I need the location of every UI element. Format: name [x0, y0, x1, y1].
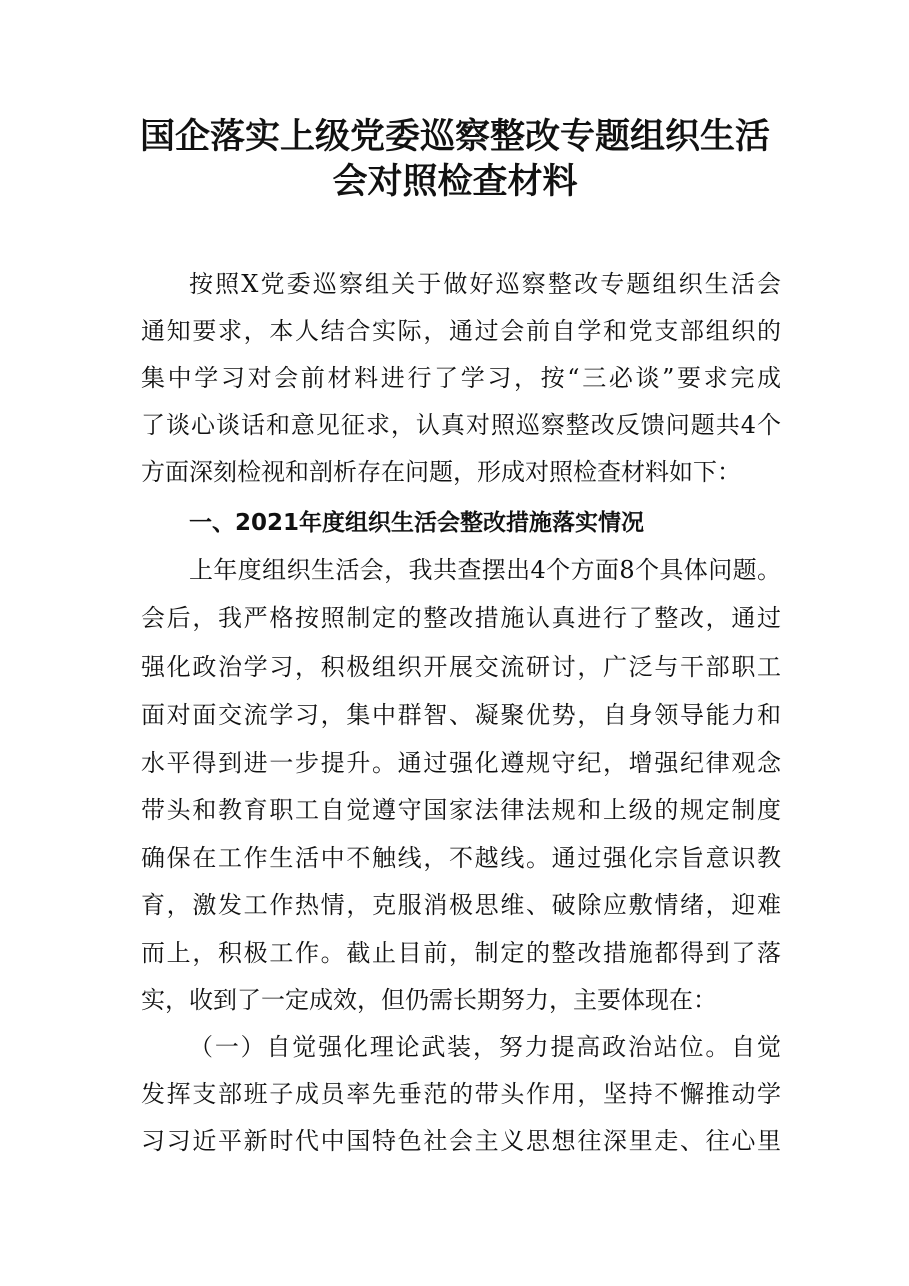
intro-line-2: 通知要求，本人结合实际，通过会前自学和党支部组织的: [141, 317, 781, 345]
intro-line-1: 按照X党委巡察组关于做好巡察整改专题组织生活会: [189, 270, 781, 298]
section1-line-9: 而上，积极工作。截止目前，制定的整改措施都得到了落: [141, 939, 781, 967]
subsection1-line-3: 习习近平新时代中国特色社会主义思想往深里走、往心里: [141, 1127, 781, 1155]
section1-line-7: 确保在工作生活中不触线，不越线。通过强化宗旨意识教: [141, 844, 781, 872]
section1-line-8: 育，激发工作热情，克服消极思维、破除应敷情绪，迎难: [141, 891, 781, 919]
section1-line-2: 会后，我严格按照制定的整改措施认真进行了整改，通过: [141, 604, 781, 632]
intro-line-4: 了谈心谈话和意见征求，认真对照巡察整改反馈问题共4个: [141, 411, 781, 439]
section1-line-6: 带头和教育职工自觉遵守国家法律法规和上级的规定制度: [141, 796, 781, 824]
section1-line-3: 强化政治学习，积极组织开展交流研讨，广泛与干部职工: [141, 653, 781, 681]
intro-line-3: 集中学习对会前材料进行了学习，按“三必谈”要求完成: [141, 364, 781, 392]
document-title-line-2: 会对照检查材料: [332, 161, 578, 202]
section1-line-10: 实，收到了一定成效，但仍需长期努力，主要体现在：: [141, 986, 717, 1014]
intro-line-5: 方面深刻检视和剖析存在问题，形成对照检查材料如下：: [141, 458, 741, 486]
subsection1-line-1: （一）自觉强化理论武装，努力提高政治站位。自觉: [189, 1033, 781, 1061]
section1-line-1: 上年度组织生活会，我共查摆出4个方面8个具体问题。: [189, 556, 781, 584]
subsection1-line-2: 发挥支部班子成员率先垂范的带头作用，坚持不懈推动学: [141, 1080, 781, 1108]
section1-line-4: 面对面交流学习，集中群智、凝聚优势，自身领导能力和: [141, 701, 781, 729]
document-title-line-1: 国企落实上级党委巡察整改专题组织生活: [140, 116, 771, 157]
section1-line-5: 水平得到进一步提升。通过强化遵规守纪，增强纪律观念: [141, 749, 781, 777]
section-heading-1: 一、2021年度组织生活会整改措施落实情况: [189, 510, 645, 536]
